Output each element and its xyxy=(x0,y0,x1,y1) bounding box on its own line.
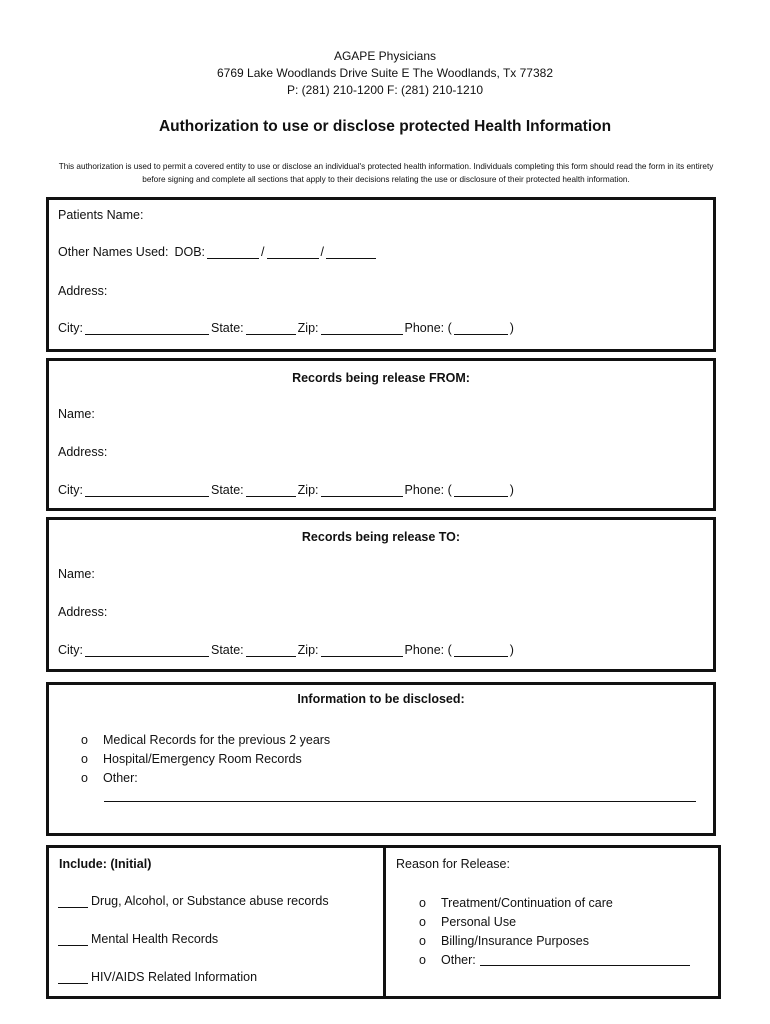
initial-mental-field[interactable] xyxy=(58,933,88,946)
release-to-section xyxy=(46,517,716,672)
to-phone-close: ) xyxy=(509,643,514,657)
include-reason-section xyxy=(46,845,721,999)
intro-text: This authorization is used to permit a covered entity to use or disclose an individual's protected health information. Individuals completing this form should read the form in its entirety before signing and complete all sections that apply to their decisions relating the use or disclosure of their protected health information. xyxy=(58,162,714,184)
patient-zip-field[interactable] xyxy=(321,322,403,335)
include-title: Include: (Initial) xyxy=(59,857,152,871)
reason-option-treatment[interactable]: o Treatment/Continuation of care xyxy=(419,894,690,913)
patient-phone-close: ) xyxy=(509,321,514,335)
to-city-field[interactable] xyxy=(85,644,209,657)
from-state-label: State: xyxy=(211,483,244,497)
dob-label: DOB: xyxy=(174,245,206,259)
initial-drug-field[interactable] xyxy=(58,895,88,908)
from-address-row xyxy=(58,445,703,459)
from-phone-label: Phone: ( xyxy=(404,483,452,497)
info-option-medical[interactable]: o Medical Records for the previous 2 years xyxy=(81,731,330,750)
reason-option-billing[interactable]: o Billing/Insurance Purposes xyxy=(419,932,690,951)
to-state-label: State: xyxy=(211,643,244,657)
checkbox-icon[interactable]: o xyxy=(419,953,426,967)
to-address-label: Address: xyxy=(58,605,108,619)
reason-option-personal[interactable]: o Personal Use xyxy=(419,913,690,932)
info-options-list xyxy=(81,731,330,788)
release-from-title: Records being release FROM: xyxy=(292,371,470,385)
reason-other-field[interactable] xyxy=(480,951,690,966)
other-names-label: Other Names Used: xyxy=(58,245,169,259)
reason-options-list xyxy=(419,894,690,970)
from-city-row xyxy=(58,483,703,497)
from-phone-close: ) xyxy=(509,483,514,497)
include-item-hiv: HIV/AIDS Related Information xyxy=(58,970,257,984)
from-zip-label: Zip: xyxy=(297,483,319,497)
org-address: 6769 Lake Woodlands Drive Suite E The Woodlands, Tx 77382 xyxy=(217,66,553,80)
release-to-title: Records being release TO: xyxy=(301,530,461,544)
letterhead xyxy=(0,48,770,99)
initial-hiv-field[interactable] xyxy=(58,971,88,984)
patient-city-label: City: xyxy=(58,321,83,335)
reason-option-other[interactable]: o Other: xyxy=(419,951,690,970)
checkbox-icon[interactable]: o xyxy=(81,752,88,766)
release-from-section xyxy=(46,358,716,511)
patient-city-row xyxy=(58,321,703,335)
include-item-mental: Mental Health Records xyxy=(58,932,218,946)
checkbox-icon[interactable]: o xyxy=(419,934,426,948)
checkbox-icon[interactable]: o xyxy=(81,771,88,785)
patient-state-field[interactable] xyxy=(246,322,296,335)
patient-address-label: Address: xyxy=(58,284,108,298)
patient-phone-label: Phone: ( xyxy=(404,321,452,335)
column-divider xyxy=(383,848,386,996)
info-option-hospital[interactable]: o Hospital/Emergency Room Records xyxy=(81,750,330,769)
form-title: Authorization to use or disclose protected Health Information xyxy=(158,118,612,135)
to-phone-label: Phone: ( xyxy=(404,643,452,657)
patient-name-row xyxy=(58,208,703,222)
checkbox-icon[interactable]: o xyxy=(419,915,426,929)
patient-area-code-field[interactable] xyxy=(454,322,508,335)
checkbox-icon[interactable]: o xyxy=(419,896,426,910)
dob-day-field[interactable] xyxy=(267,246,319,259)
patient-name-label: Patients Name: xyxy=(58,208,144,222)
from-city-label: City: xyxy=(58,483,83,497)
from-name-label: Name: xyxy=(58,407,95,421)
org-name: AGAPE Physicians xyxy=(333,49,437,63)
dob-month-field[interactable] xyxy=(207,246,259,259)
include-item-drug: Drug, Alcohol, or Substance abuse records xyxy=(58,894,329,908)
patient-address-row xyxy=(58,284,703,298)
dob-slash-2: / xyxy=(320,245,324,259)
to-city-row xyxy=(58,643,703,657)
from-state-field[interactable] xyxy=(246,484,296,497)
to-zip-field[interactable] xyxy=(321,644,403,657)
dob-slash-1: / xyxy=(261,245,265,259)
info-disclosed-section xyxy=(46,682,716,836)
from-name-row xyxy=(58,407,703,421)
checkbox-icon[interactable]: o xyxy=(81,733,88,747)
org-phone: P: (281) 210-1200 F: (281) 210-1210 xyxy=(286,83,484,97)
to-name-row xyxy=(58,567,703,581)
to-area-code-field[interactable] xyxy=(454,644,508,657)
reason-title: Reason for Release: xyxy=(396,857,510,871)
patient-city-field[interactable] xyxy=(85,322,209,335)
info-disclosed-title: Information to be disclosed: xyxy=(297,692,465,706)
to-zip-label: Zip: xyxy=(297,643,319,657)
info-other-field[interactable] xyxy=(104,789,696,802)
to-address-row xyxy=(58,605,703,619)
from-address-label: Address: xyxy=(58,445,108,459)
patient-section xyxy=(46,197,716,352)
to-city-label: City: xyxy=(58,643,83,657)
dob-year-field[interactable] xyxy=(326,246,376,259)
patient-state-label: State: xyxy=(211,321,244,335)
other-names-row xyxy=(58,245,703,259)
to-state-field[interactable] xyxy=(246,644,296,657)
info-option-other[interactable]: o Other: xyxy=(81,769,330,788)
to-name-label: Name: xyxy=(58,567,95,581)
patient-zip-label: Zip: xyxy=(297,321,319,335)
from-area-code-field[interactable] xyxy=(454,484,508,497)
from-city-field[interactable] xyxy=(85,484,209,497)
from-zip-field[interactable] xyxy=(321,484,403,497)
